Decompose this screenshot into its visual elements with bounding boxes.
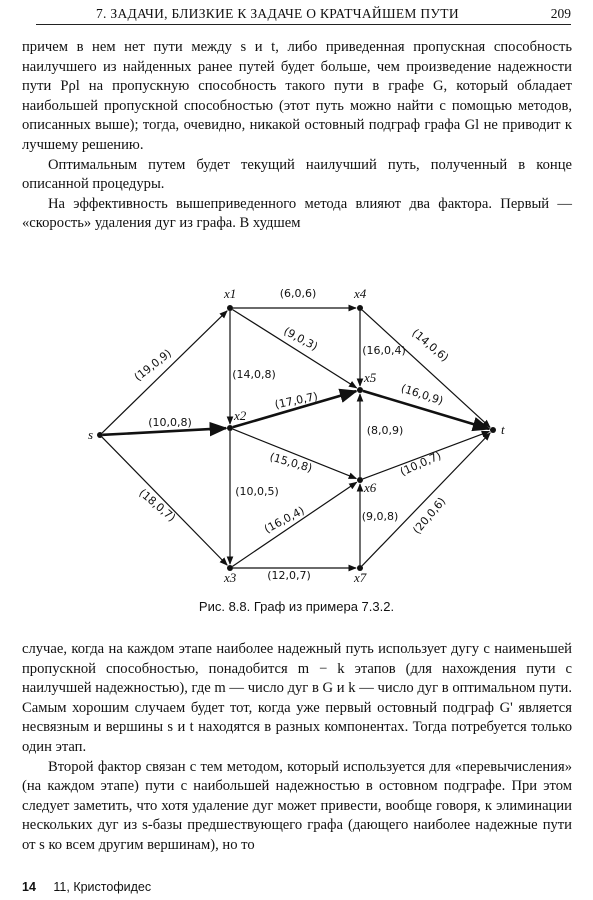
signature-mark: 14	[22, 880, 36, 894]
top-text-block	[22, 38, 572, 234]
running-header	[36, 4, 571, 25]
edge-s-x3	[102, 437, 227, 565]
chapter-title: 7. ЗАДАЧИ, БЛИЗКИЕ К ЗАДАЧЕ О КРАТЧАЙШЕМ ПУТИ	[96, 6, 459, 21]
paragraph-2: Оптимальным путем будет текущий наилучший путь, полученный в конце описанной процедуры.	[22, 156, 572, 193]
edge-label-x3-x6: (16,0,4)	[262, 503, 307, 536]
edge-s-x1	[102, 311, 227, 433]
edge-label-x7-x6: (9,0,8)	[361, 510, 399, 523]
paragraph-3: На эффективность вышеприведенного метода влияют два фактора. Первый — «скорость» удаления дуг из графа. В худшем	[22, 195, 572, 232]
node-label-t: t	[501, 422, 505, 437]
edge-label-x6-x5: (8,0,9)	[366, 424, 404, 437]
edge-label-x7-t: (20,0,6)	[410, 494, 449, 537]
page-footer	[22, 880, 151, 894]
edge-s-x2	[103, 428, 226, 435]
edge-label-s-x1: (19,0,9)	[131, 346, 175, 384]
node-label-x4: x4	[354, 286, 367, 301]
paragraph-4: случае, когда на каждом этапе наиболее надежный путь использует дугу с наименьшей пропускной способностью, понадобится m − k этапов (для нахождения пути с наилучшей надежностью), где m — число дуг в G и k — число дуг в оптимальном пути. Самым хорошим случаем будет тот, когда уже первый остовный подграф G' является несвязным и вершины s и t находятся в разных компонентах. Тогда потребуется только один этап.	[22, 641, 572, 755]
node-label-x5: x5	[364, 370, 377, 385]
paragraph-1: причем в нем нет пути между s и t, либо приведенная пропускная способность наилучшего из найденных ранее путей будет больше, чем произведение надежности пути Pρl на пропускную способность такого пути в графе G, который обладает наибольшей пропускной способностью (этот путь можно найти с помощью методов, описанных выше); тогда, очевидно, никакой остовный подграф графа Gl не приводит к лучшему решению.	[22, 39, 572, 153]
node-x5	[357, 387, 363, 393]
graph-diagram	[0, 270, 593, 590]
page-number: 209	[550, 6, 571, 21]
node-label-x2: x2	[234, 408, 247, 423]
node-label-x3: x3	[224, 570, 237, 585]
edge-label-x2-x3: (10,0,5)	[235, 485, 279, 498]
footer-text: 11, Кристофидес	[53, 880, 152, 894]
edge-label-s-x3: (18,0,7)	[136, 486, 179, 525]
bottom-text-block	[22, 640, 572, 856]
figure-caption: Рис. 8.8. Граф из примера 7.3.2.	[198, 599, 395, 614]
node-label-x6: x6	[364, 480, 377, 495]
node-label-x1: x1	[224, 286, 237, 301]
edge-x2-x6	[233, 429, 357, 478]
node-x4	[357, 305, 363, 311]
edge-label-x2-x6: (15,0,8)	[268, 450, 314, 475]
edge-label-x1-x4: (6,0,6)	[279, 287, 317, 300]
node-label-s: s	[88, 427, 94, 442]
edge-label-s-x2: (10,0,8)	[148, 416, 192, 429]
edge-x7-t	[362, 433, 490, 566]
node-s	[97, 432, 103, 438]
edge-label-x4-t: (14,0,6)	[409, 326, 452, 365]
node-x2	[227, 425, 233, 431]
paragraph-5: Второй фактор связан с тем методом, который используется для «перевычисления» (на каждом этапе) пути с наибольшей надежностью в остовном подграфе. При этом следует заметить, что хотя удаление дуг может привести, вообще говоря, к элиминации нескольких дуг из s-базы предшествующего графа (дающего наиболее надежные пути от s ко всем другим вершинам), но то	[22, 758, 572, 853]
node-t	[490, 427, 496, 433]
graph-figure	[0, 270, 593, 590]
edge-label-x6-t: (10,0,7)	[398, 449, 444, 479]
edge-label-x2-x5: (17,0,7)	[273, 389, 319, 412]
node-label-x7: x7	[354, 570, 367, 585]
edge-label-x4-x5: (16,0,4)	[362, 344, 406, 357]
edge-label-x5-t: (16,0,9)	[399, 381, 445, 408]
edge-label-x1-x2: (14,0,8)	[232, 368, 276, 381]
edge-label-x1-x5: (9,0,3)	[281, 324, 320, 354]
node-x1	[227, 305, 233, 311]
edge-label-x3-x7: (12,0,7)	[267, 569, 311, 582]
node-x6	[357, 477, 363, 483]
